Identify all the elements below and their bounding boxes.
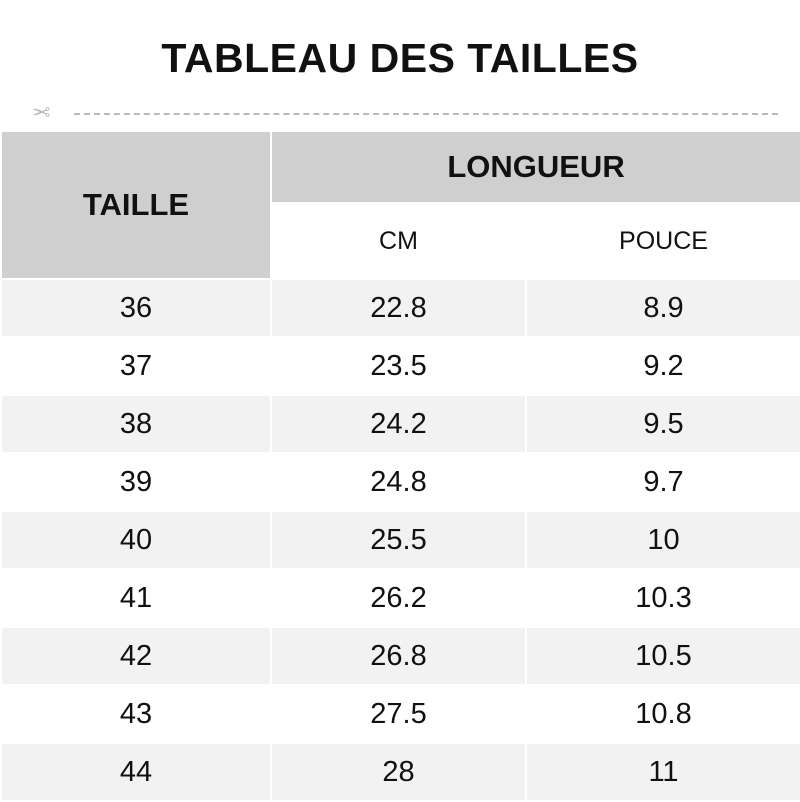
cell-inch: 10.3: [526, 569, 800, 627]
cell-size: 42: [1, 627, 271, 685]
cell-size: 37: [1, 337, 271, 395]
table-row: [1, 569, 800, 627]
table-row: [1, 627, 800, 685]
cell-inch: 10: [526, 511, 800, 569]
table-row: [1, 453, 800, 511]
header-cm: CM: [271, 203, 526, 279]
cut-line: [22, 102, 778, 126]
dashed-divider: [74, 113, 778, 115]
cell-inch: 11: [526, 743, 800, 801]
cell-inch: 9.7: [526, 453, 800, 511]
table-header-row-1: [1, 131, 800, 203]
cell-size: 43: [1, 685, 271, 743]
table-row: [1, 279, 800, 337]
cell-inch: 9.5: [526, 395, 800, 453]
cell-size: 36: [1, 279, 271, 337]
scissors-icon: ✂: [32, 100, 51, 125]
cell-size: 41: [1, 569, 271, 627]
cell-cm: 24.2: [271, 395, 526, 453]
cell-inch: 10.8: [526, 685, 800, 743]
header-taille: TAILLE: [1, 131, 271, 279]
cell-inch: 9.2: [526, 337, 800, 395]
cell-cm: 28: [271, 743, 526, 801]
cell-size: 44: [1, 743, 271, 801]
cell-inch: 8.9: [526, 279, 800, 337]
cell-cm: 23.5: [271, 337, 526, 395]
cell-cm: 25.5: [271, 511, 526, 569]
header-longueur: LONGUEUR: [271, 131, 800, 203]
cell-inch: 10.5: [526, 627, 800, 685]
table-row: [1, 685, 800, 743]
size-table: [0, 130, 800, 802]
cell-cm: 26.2: [271, 569, 526, 627]
table-row: [1, 337, 800, 395]
table-row: [1, 511, 800, 569]
table-row: [1, 743, 800, 801]
cell-cm: 24.8: [271, 453, 526, 511]
table-row: [1, 395, 800, 453]
page-title: TABLEAU DES TAILLES: [161, 35, 639, 81]
cell-size: 40: [1, 511, 271, 569]
header-pouce: POUCE: [526, 203, 800, 279]
cell-cm: 22.8: [271, 279, 526, 337]
cell-size: 38: [1, 395, 271, 453]
cell-size: 39: [1, 453, 271, 511]
cell-cm: 26.8: [271, 627, 526, 685]
cell-cm: 27.5: [271, 685, 526, 743]
